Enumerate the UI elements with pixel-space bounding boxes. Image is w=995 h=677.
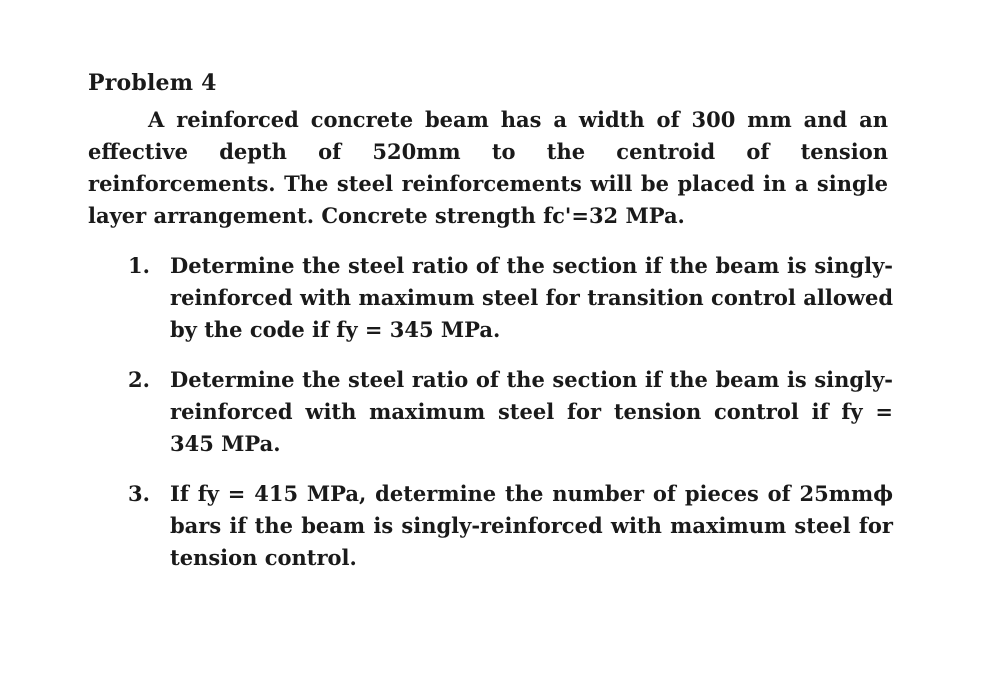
question-text: Determine the steel ratio of the section if the beam is singly-reinforced with maximum steel for transition control allowed by the code if fy = 345 MPa. bbox=[170, 253, 893, 342]
question-item bbox=[128, 364, 893, 460]
question-text: Determine the steel ratio of the section if the beam is singly-reinforced with maximum steel for tension control if fy = 345 MPa. bbox=[170, 367, 893, 456]
question-item bbox=[128, 250, 893, 346]
question-list bbox=[128, 250, 893, 592]
question-text: If fy = 415 MPa, determine the number of pieces of 25mmϕ bars if the beam is singly-reinforced with maximum steel for tension control. bbox=[170, 481, 893, 570]
question-number: 1. bbox=[128, 253, 150, 278]
question-number: 3. bbox=[128, 481, 150, 506]
problem-statement: A reinforced concrete beam has a width of 300 mm and an effective depth of 520mm to the centroid of tension reinforcements. The steel reinforcements will be placed in a single layer arrangement. Concrete strength fc'=32 MPa. bbox=[88, 107, 888, 228]
problem-title: Problem 4 bbox=[88, 70, 217, 96]
question-number: 2. bbox=[128, 367, 150, 392]
question-item bbox=[128, 478, 893, 574]
